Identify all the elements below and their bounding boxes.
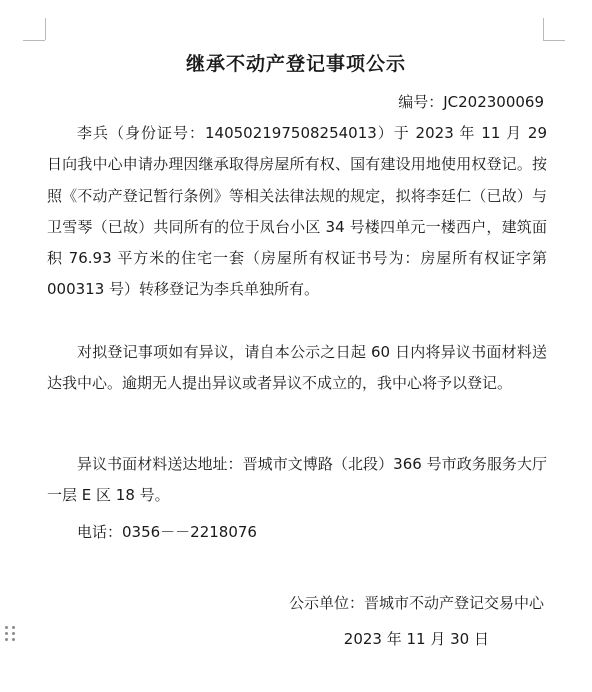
body-paragraph-application: 李兵（身份证号：140502197508254013）于 2023 年 11 月 29 日向我中心申请办理因继承取得房屋所有权、国有建设用地使用权登记。按照《不动产登记暂行条例》等相关法律法规的规定，拟将李廷仁（已故）与卫雪琴（已故）共同所有的位于凤台小区 34 号楼四单元一楼西户，建筑面积 76.93 平方米的住宅一套（房屋所有权证书号为：房屋所有权证字第 000313 号）转移登记为李兵单独所有。 bbox=[47, 124, 547, 299]
contact-phone: 电话：0356－－2218076 bbox=[77, 523, 257, 541]
document-title: 继承不动产登记事项公示 bbox=[185, 53, 406, 75]
signature-unit: 公示单位：晋城市不动产登记交易中心 bbox=[288, 594, 544, 612]
body-paragraph-address: 异议书面材料送达地址：晋城市文博路（北段）366 号市政务服务大厅一层 E 区 18 号。 bbox=[47, 455, 547, 505]
body-paragraph-objection: 对拟登记事项如有异议，请自本公示之日起 60 日内将异议书面材料送达我中心。逾期无人提出异议或者异议不成立的，我中心将予以登记。 bbox=[47, 343, 547, 393]
signature-date: 2023 年 11 月 30 日 bbox=[343, 630, 489, 648]
document-number: 编号：JC202300069 bbox=[398, 93, 544, 111]
drag-handle-icon[interactable] bbox=[5, 626, 17, 642]
